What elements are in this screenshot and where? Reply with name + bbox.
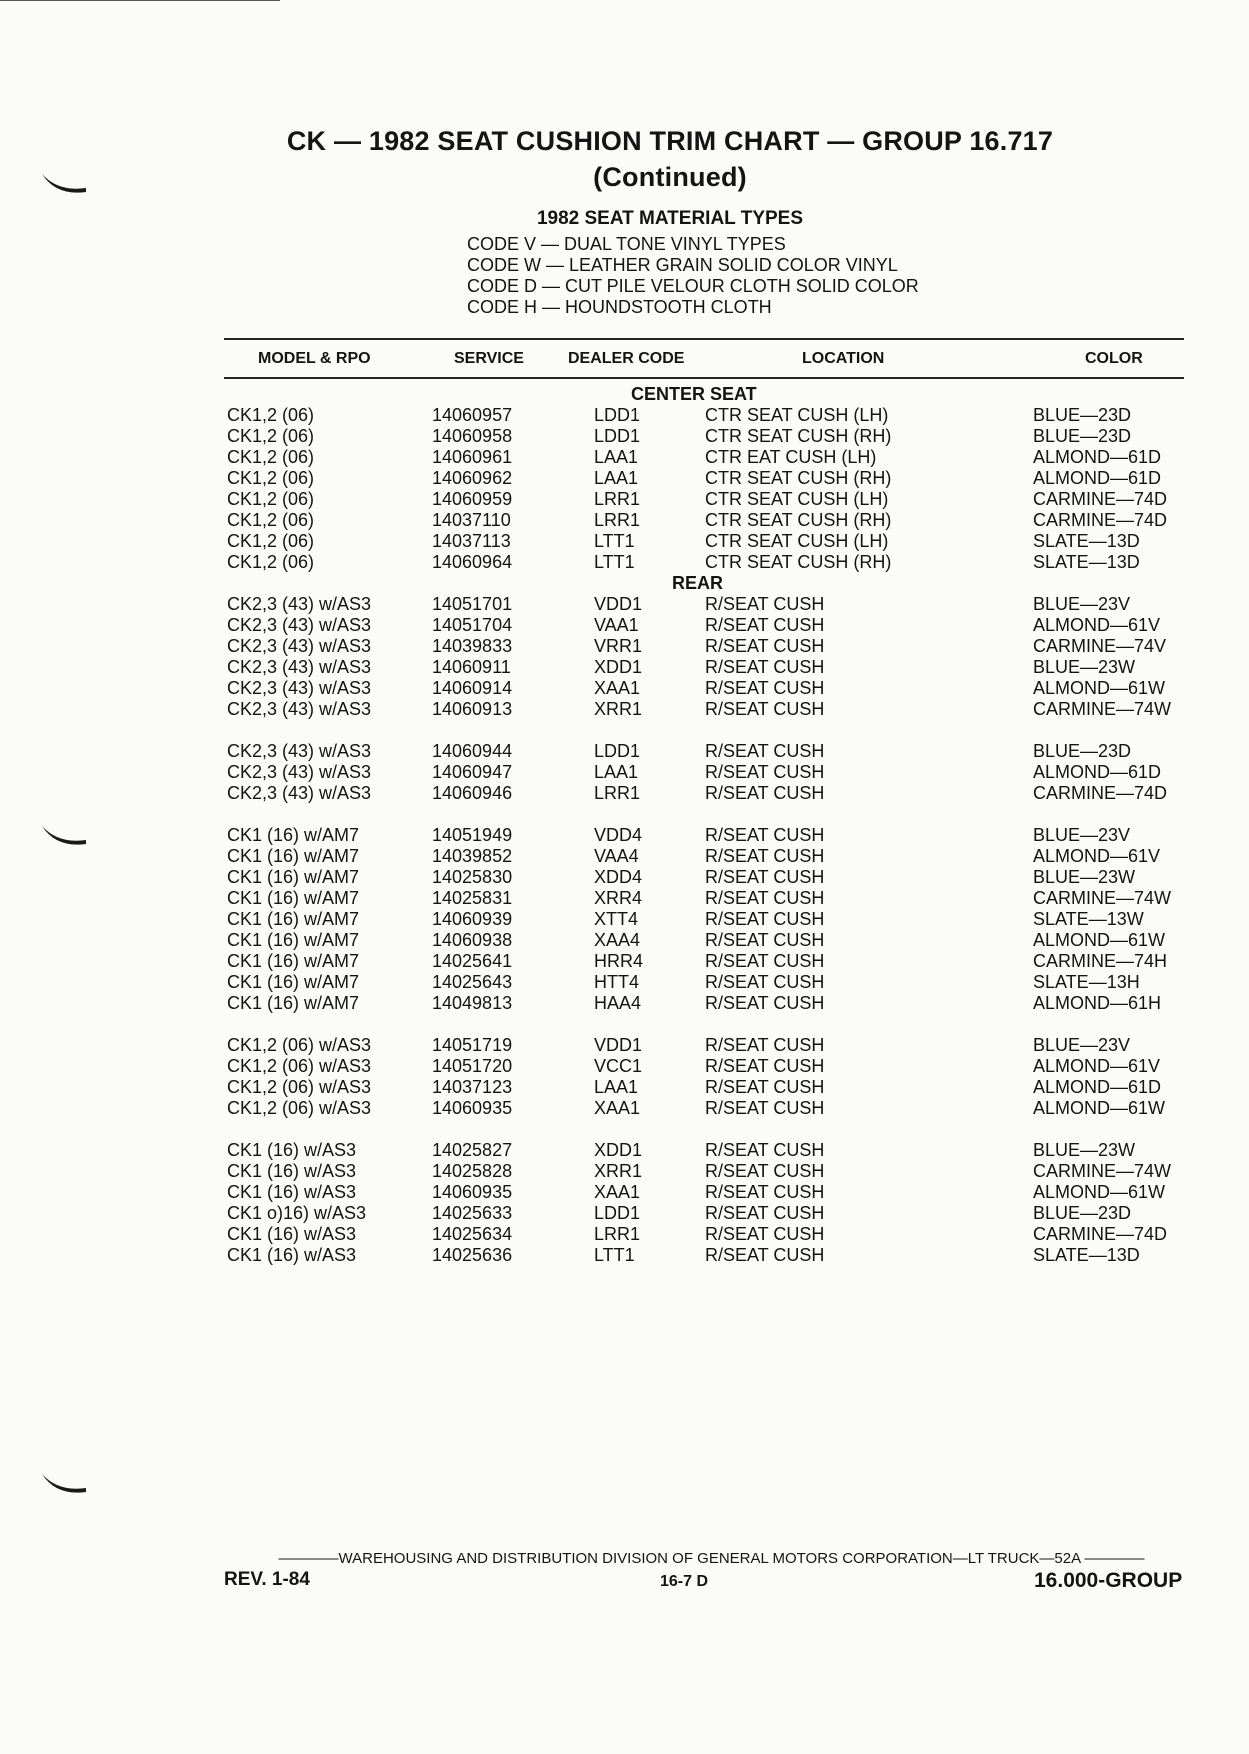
page-title: CK — 1982 SEAT CUSHION TRIM CHART — GROUP 16.717 [286, 126, 1054, 156]
section-label: REAR [672, 573, 724, 593]
location-cell: R/SEAT CUSH [705, 1245, 825, 1265]
model-cell: CK2,3 (43) w/AS3 [227, 636, 372, 656]
dealer-code-cell: VDD1 [594, 1035, 643, 1055]
material-code-item: CODE W — LEATHER GRAIN SOLID COLOR VINYL [467, 255, 898, 275]
model-cell: CK1,2 (06) [227, 468, 315, 488]
color-cell: CARMINE—74D [1033, 783, 1168, 803]
dealer-code-cell: LDD1 [594, 1203, 641, 1223]
color-cell: BLUE—23D [1033, 1203, 1132, 1223]
color-cell: CARMINE—74D [1033, 510, 1168, 530]
location-cell: R/SEAT CUSH [705, 741, 825, 761]
dealer-code-cell: XAA1 [594, 1098, 641, 1118]
model-cell: CK2,3 (43) w/AS3 [227, 657, 372, 677]
header-model: MODEL & RPO [258, 350, 371, 367]
dealer-code-cell: VDD1 [594, 594, 643, 614]
service-number-cell: 14060947 [432, 762, 513, 782]
location-cell: R/SEAT CUSH [705, 1203, 825, 1223]
model-cell: CK2,3 (43) w/AS3 [227, 615, 372, 635]
table-row [0, 510, 1249, 531]
service-number-cell: 14039852 [432, 846, 513, 866]
table-row [0, 699, 1249, 720]
dealer-code-cell: LAA1 [594, 447, 639, 467]
color-cell: ALMOND—61W [1033, 1182, 1166, 1202]
dealer-code-cell: XDD4 [594, 867, 643, 887]
color-cell: ALMOND—61D [1033, 468, 1162, 488]
service-number-cell: 14025643 [432, 972, 513, 992]
color-cell: CARMINE—74V [1033, 636, 1167, 656]
dealer-code-cell: VDD4 [594, 825, 643, 845]
color-cell: CARMINE—74W [1033, 699, 1172, 719]
table-row [0, 594, 1249, 615]
table-row [0, 489, 1249, 510]
service-number-cell: 14060935 [432, 1098, 513, 1118]
dealer-code-cell: LTT1 [594, 1245, 635, 1265]
location-cell: R/SEAT CUSH [705, 951, 825, 971]
location-cell: CTR SEAT CUSH (RH) [705, 510, 892, 530]
model-cell: CK1 (16) w/AM7 [227, 909, 360, 929]
model-cell: CK1,2 (06) [227, 489, 315, 509]
model-cell: CK1 (16) w/AM7 [227, 993, 360, 1013]
location-cell: R/SEAT CUSH [705, 1056, 825, 1076]
model-cell: CK1,2 (06) [227, 531, 315, 551]
table-row [0, 1056, 1249, 1077]
color-cell: ALMOND—61W [1033, 930, 1166, 950]
model-cell: CK1 o)16) w/AS3 [227, 1203, 367, 1223]
table-row [0, 405, 1249, 426]
model-cell: CK2,3 (43) w/AS3 [227, 762, 372, 782]
service-number-cell: 14049813 [432, 993, 513, 1013]
color-cell: BLUE—23D [1033, 405, 1132, 425]
model-cell: CK1,2 (06) w/AS3 [227, 1077, 372, 1097]
model-cell: CK2,3 (43) w/AS3 [227, 783, 372, 803]
dealer-code-cell: VAA4 [594, 846, 639, 866]
color-cell: CARMINE—74D [1033, 1224, 1168, 1244]
service-number-cell: 14037123 [432, 1077, 513, 1097]
dealer-code-cell: VCC1 [594, 1056, 643, 1076]
page-title-continued: (Continued) [593, 162, 747, 192]
page-number: 16-7 D [660, 1573, 709, 1590]
dealer-code-cell: XRR4 [594, 888, 643, 908]
dealer-code-cell: LAA1 [594, 468, 639, 488]
model-cell: CK1 (16) w/AS3 [227, 1224, 357, 1244]
footer-division-line: ————WAREHOUSING AND DISTRIBUTION DIVISION OF GENERAL MOTORS CORPORATION—LT TRUCK—52A ———— [278, 1550, 1145, 1567]
location-cell: R/SEAT CUSH [705, 930, 825, 950]
material-codes-list [467, 234, 919, 318]
color-cell: ALMOND—61D [1033, 762, 1162, 782]
table-row [0, 657, 1249, 678]
service-number-cell: 14025831 [432, 888, 513, 908]
model-cell: CK1,2 (06) [227, 426, 315, 446]
color-cell: BLUE—23V [1033, 825, 1131, 845]
table-header-rule [224, 377, 1184, 379]
table-row [0, 678, 1249, 699]
location-cell: R/SEAT CUSH [705, 909, 825, 929]
dealer-code-cell: LDD1 [594, 405, 641, 425]
dealer-code-cell: LDD1 [594, 741, 641, 761]
color-cell: CARMINE—74H [1033, 951, 1168, 971]
service-number-cell: 14060938 [432, 930, 513, 950]
location-cell: CTR SEAT CUSH (LH) [705, 531, 889, 551]
header-dealer-code: DEALER CODE [568, 350, 685, 367]
service-number-cell: 14060911 [432, 657, 511, 677]
binder-hole-icon [40, 1470, 88, 1494]
revision-label: REV. 1-84 [224, 1569, 310, 1590]
service-number-cell: 14051704 [432, 615, 513, 635]
color-cell: BLUE—23W [1033, 1140, 1136, 1160]
service-number-cell: 14060946 [432, 783, 513, 803]
table-row [0, 993, 1249, 1014]
location-cell: CTR SEAT CUSH (RH) [705, 426, 892, 446]
service-number-cell: 14037110 [432, 510, 511, 530]
color-cell: SLATE—13H [1033, 972, 1140, 992]
table-row [0, 867, 1249, 888]
dealer-code-cell: LRR1 [594, 489, 641, 509]
header-service: SERVICE [454, 350, 524, 367]
dealer-code-cell: LTT1 [594, 531, 635, 551]
model-cell: CK1,2 (06) [227, 552, 315, 572]
location-cell: R/SEAT CUSH [705, 762, 825, 782]
model-cell: CK1 (16) w/AM7 [227, 951, 360, 971]
service-number-cell: 14025827 [432, 1140, 513, 1160]
color-cell: CARMINE—74W [1033, 888, 1172, 908]
group-label: 16.000-GROUP [1034, 1569, 1183, 1592]
model-cell: CK1 (16) w/AS3 [227, 1245, 357, 1265]
table-row [0, 762, 1249, 783]
location-cell: R/SEAT CUSH [705, 993, 825, 1013]
table-row [0, 972, 1249, 993]
location-cell: R/SEAT CUSH [705, 615, 825, 635]
service-number-cell: 14051949 [432, 825, 513, 845]
binder-hole-icon [40, 170, 88, 194]
service-number-cell: 14051720 [432, 1056, 513, 1076]
color-cell: ALMOND—61V [1033, 1056, 1161, 1076]
table-row [0, 1077, 1249, 1098]
dealer-code-cell: XDD1 [594, 657, 643, 677]
location-cell: R/SEAT CUSH [705, 1035, 825, 1055]
location-cell: R/SEAT CUSH [705, 636, 825, 656]
location-cell: R/SEAT CUSH [705, 867, 825, 887]
dealer-code-cell: LAA1 [594, 762, 639, 782]
location-cell: R/SEAT CUSH [705, 888, 825, 908]
color-cell: BLUE—23W [1033, 867, 1136, 887]
model-cell: CK1 (16) w/AS3 [227, 1161, 357, 1181]
color-cell: BLUE—23V [1033, 1035, 1131, 1055]
color-cell: BLUE—23D [1033, 741, 1132, 761]
model-cell: CK2,3 (43) w/AS3 [227, 678, 372, 698]
color-cell: BLUE—23V [1033, 594, 1131, 614]
dealer-code-cell: VAA1 [594, 615, 639, 635]
service-number-cell: 14060939 [432, 909, 513, 929]
table-row [0, 636, 1249, 657]
color-cell: SLATE—13W [1033, 909, 1144, 929]
model-cell: CK1 (16) w/AS3 [227, 1140, 357, 1160]
dealer-code-cell: HAA4 [594, 993, 642, 1013]
model-cell: CK1,2 (06) [227, 447, 315, 467]
service-number-cell: 14051719 [432, 1035, 513, 1055]
service-number-cell: 14060957 [432, 405, 513, 425]
dealer-code-cell: VRR1 [594, 636, 643, 656]
model-cell: CK1,2 (06) [227, 405, 315, 425]
service-number-cell: 14025636 [432, 1245, 513, 1265]
color-cell: SLATE—13D [1033, 531, 1140, 551]
color-cell: ALMOND—61W [1033, 678, 1166, 698]
table-row [0, 1035, 1249, 1056]
service-number-cell: 14060913 [432, 699, 513, 719]
color-cell: CARMINE—74W [1033, 1161, 1172, 1181]
location-cell: CTR SEAT CUSH (LH) [705, 405, 889, 425]
dealer-code-cell: LTT1 [594, 552, 635, 572]
color-cell: ALMOND—61H [1033, 993, 1162, 1013]
color-cell: SLATE—13D [1033, 1245, 1140, 1265]
material-code-item: CODE H — HOUNDSTOOTH CLOTH [467, 297, 772, 317]
color-cell: ALMOND—61V [1033, 846, 1161, 866]
dealer-code-cell: XAA1 [594, 1182, 641, 1202]
service-number-cell: 14025633 [432, 1203, 513, 1223]
location-cell: R/SEAT CUSH [705, 678, 825, 698]
table-row [0, 615, 1249, 636]
table-row [0, 531, 1249, 552]
model-cell: CK1 (16) w/AM7 [227, 888, 360, 908]
table-row [0, 447, 1249, 468]
model-cell: CK1,2 (06) [227, 510, 315, 530]
model-cell: CK1 (16) w/AM7 [227, 972, 360, 992]
service-number-cell: 14025828 [432, 1161, 513, 1181]
color-cell: SLATE—13D [1033, 552, 1140, 572]
table-top-rule [224, 338, 1184, 340]
location-cell: R/SEAT CUSH [705, 1098, 825, 1118]
service-number-cell: 14060935 [432, 1182, 513, 1202]
table-row [0, 1182, 1249, 1203]
location-cell: R/SEAT CUSH [705, 1224, 825, 1244]
table-row [0, 783, 1249, 804]
location-cell: R/SEAT CUSH [705, 657, 825, 677]
location-cell: CTR EAT CUSH (LH) [705, 447, 877, 467]
service-number-cell: 14039833 [432, 636, 513, 656]
color-cell: ALMOND—61D [1033, 1077, 1162, 1097]
dealer-code-cell: XAA4 [594, 930, 641, 950]
top-edge-rule [0, 0, 280, 1]
service-number-cell: 14060914 [432, 678, 513, 698]
dealer-code-cell: XRR1 [594, 1161, 643, 1181]
color-cell: ALMOND—61V [1033, 615, 1161, 635]
color-cell: CARMINE—74D [1033, 489, 1168, 509]
table-row [0, 909, 1249, 930]
table-row [0, 1140, 1249, 1161]
table-row [0, 1098, 1249, 1119]
table-row [0, 741, 1249, 762]
table-row [0, 951, 1249, 972]
location-cell: R/SEAT CUSH [705, 783, 825, 803]
location-cell: CTR SEAT CUSH (LH) [705, 489, 889, 509]
table-row [0, 468, 1249, 489]
location-cell: R/SEAT CUSH [705, 594, 825, 614]
model-cell: CK1 (16) w/AM7 [227, 867, 360, 887]
table-row [0, 846, 1249, 867]
model-cell: CK1,2 (06) w/AS3 [227, 1056, 372, 1076]
table-row [0, 1161, 1249, 1182]
dealer-code-cell: LDD1 [594, 426, 641, 446]
service-number-cell: 14025634 [432, 1224, 513, 1244]
model-cell: CK1 (16) w/AM7 [227, 930, 360, 950]
model-cell: CK2,3 (43) w/AS3 [227, 594, 372, 614]
table-row [0, 1203, 1249, 1224]
table-row [0, 825, 1249, 846]
dealer-code-cell: XDD1 [594, 1140, 643, 1160]
location-cell: R/SEAT CUSH [705, 699, 825, 719]
model-cell: CK1,2 (06) w/AS3 [227, 1035, 372, 1055]
dealer-code-cell: LRR1 [594, 1224, 641, 1244]
dealer-code-cell: XAA1 [594, 678, 641, 698]
model-cell: CK2,3 (43) w/AS3 [227, 699, 372, 719]
dealer-code-cell: XRR1 [594, 699, 643, 719]
dealer-code-cell: HTT4 [594, 972, 639, 992]
dealer-code-cell: LRR1 [594, 783, 641, 803]
service-number-cell: 14060958 [432, 426, 513, 446]
material-code-item: CODE D — CUT PILE VELOUR CLOTH SOLID COLOR [467, 276, 919, 296]
dealer-code-cell: XTT4 [594, 909, 639, 929]
material-code-item: CODE V — DUAL TONE VINYL TYPES [467, 234, 786, 254]
service-number-cell: 14025641 [432, 951, 513, 971]
service-number-cell: 14060961 [432, 447, 513, 467]
model-cell: CK1 (16) w/AM7 [227, 825, 360, 845]
service-number-cell: 14060964 [432, 552, 513, 572]
location-cell: R/SEAT CUSH [705, 1140, 825, 1160]
service-number-cell: 14051701 [432, 594, 513, 614]
table-row [0, 930, 1249, 951]
location-cell: CTR SEAT CUSH (RH) [705, 552, 892, 572]
service-number-cell: 14060959 [432, 489, 513, 509]
table-row [0, 552, 1249, 573]
service-number-cell: 14037113 [432, 531, 511, 551]
table-row [0, 1245, 1249, 1266]
material-types-heading: 1982 SEAT MATERIAL TYPES [536, 208, 804, 229]
location-cell: R/SEAT CUSH [705, 1161, 825, 1181]
service-number-cell: 14060962 [432, 468, 513, 488]
location-cell: CTR SEAT CUSH (RH) [705, 468, 892, 488]
location-cell: R/SEAT CUSH [705, 972, 825, 992]
color-cell: ALMOND—61D [1033, 447, 1162, 467]
table-row [0, 1224, 1249, 1245]
model-cell: CK2,3 (43) w/AS3 [227, 741, 372, 761]
header-location: LOCATION [802, 350, 885, 367]
dealer-code-cell: LAA1 [594, 1077, 639, 1097]
dealer-code-cell: HRR4 [594, 951, 644, 971]
color-cell: ALMOND—61W [1033, 1098, 1166, 1118]
header-color: COLOR [1085, 350, 1143, 367]
model-cell: CK1,2 (06) w/AS3 [227, 1098, 372, 1118]
section-label: CENTER SEAT [631, 384, 757, 404]
location-cell: R/SEAT CUSH [705, 1182, 825, 1202]
color-cell: BLUE—23W [1033, 657, 1136, 677]
service-number-cell: 14060944 [432, 741, 513, 761]
service-number-cell: 14025830 [432, 867, 513, 887]
color-cell: BLUE—23D [1033, 426, 1132, 446]
dealer-code-cell: LRR1 [594, 510, 641, 530]
table-row [0, 426, 1249, 447]
table-row [0, 888, 1249, 909]
model-cell: CK1 (16) w/AS3 [227, 1182, 357, 1202]
location-cell: R/SEAT CUSH [705, 825, 825, 845]
model-cell: CK1 (16) w/AM7 [227, 846, 360, 866]
location-cell: R/SEAT CUSH [705, 846, 825, 866]
location-cell: R/SEAT CUSH [705, 1077, 825, 1097]
